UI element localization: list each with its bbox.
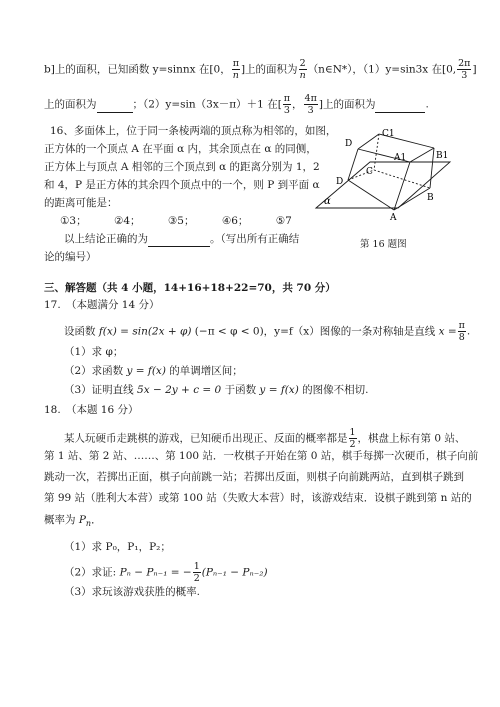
p17-q3-line: 5x − 2y + c = 0 — [137, 384, 222, 396]
p17-q3-a: （3）证明直线 — [64, 384, 134, 396]
p17-q2-func: y = f(x) — [126, 365, 166, 377]
p18-p5-p: P — [78, 514, 86, 526]
p15-l2-part-d: . — [425, 98, 429, 111]
p15-l1-part-c: （n∈N*），（1）y=sin3x 在[0, — [307, 63, 457, 76]
p18-p1-a: 某人玩硬币走跳棋的游戏，已知硬币出现正、反面的概率都是 — [64, 432, 348, 445]
option-1: ①3； — [60, 215, 87, 227]
p17-frac: $\frac{\pi}{8}$ — [458, 320, 465, 343]
p18-q2-frac: $\frac{1}{2}$ — [193, 561, 200, 584]
problem16-conclusion — [64, 232, 299, 247]
conclusion-text-a: 以上结论正确的为 — [64, 233, 148, 245]
problem18-header: 18. （本题 16 分） — [44, 404, 139, 416]
p18-p5-b: ． — [91, 514, 102, 526]
p15-l1-part-b: ]上的面积为 — [240, 63, 298, 76]
p17-setup-x: x = — [438, 325, 457, 338]
problem18-para1 — [64, 427, 465, 450]
p17-setup-end: . — [466, 325, 471, 338]
problem16-line3: 正方体上与顶点 A 相邻的三个顶点到 α 的距离分别为 1，2 — [44, 161, 320, 173]
problem17-setup — [64, 320, 470, 343]
option-3: ③5； — [167, 215, 195, 227]
p15-l1-part-d: ] — [472, 63, 477, 76]
p17-setup-cond: (−π < φ < 0) — [194, 325, 264, 338]
option-5: ⑤7 — [275, 215, 292, 227]
p17-setup-func: f(x) = sin(2x + φ) — [98, 325, 192, 338]
option-4: ④6； — [221, 215, 249, 227]
p15-l1-frac2: $\frac{2}{n}$ — [299, 58, 306, 81]
p15-l1-frac3: $\frac{2\pi}{3}$ — [458, 58, 471, 81]
p15-l1-part-a: b]上的面积，已知函数 y=sinnx 在[0， — [44, 63, 231, 76]
problem18-para5 — [44, 513, 102, 531]
problem17-header: 17. （本题满分 14 分） — [44, 299, 160, 311]
problem16-conclusion-2: 论的编号） — [44, 251, 97, 263]
p17-q3-func: y = f(x) — [259, 384, 299, 396]
p17-q2-b: 的单调增区间； — [169, 365, 243, 377]
p15-l2-comma: ， — [292, 98, 303, 111]
p18-q2-lhs: Pₙ − Pₙ₋₁ = − — [119, 566, 192, 579]
problem17-q1: （1）求 φ； — [64, 346, 124, 358]
option-2: ②4； — [113, 215, 141, 227]
problem16-line5: 的距离可能是： — [44, 197, 118, 209]
p15-l2-frac2: $\frac{4\pi}{3}$ — [304, 93, 317, 116]
answer-blank-15-1[interactable] — [97, 98, 133, 113]
label-alpha: α — [324, 196, 331, 207]
label-C1: C1 — [382, 129, 395, 139]
answer-blank-15-2[interactable] — [375, 98, 425, 113]
section-heading: 三、解答题（共 4 小题，14+16+18+22=70，共 70 分） — [44, 282, 336, 294]
problem18-q1: （1）求 P₀，P₁，P₂； — [64, 541, 171, 553]
p18-p5-sub: n — [85, 519, 92, 529]
problem16-line2: 正方体的一个顶点 A 在平面 α 内，其余顶点在 α 的同侧， — [44, 143, 317, 155]
label-D: D — [336, 177, 344, 187]
p15-l2-part-c: ]上的面积为 — [318, 98, 376, 111]
problem18-q2 — [64, 561, 268, 584]
p17-setup-a: 设函数 — [64, 325, 96, 338]
figure-caption: 第 16 题图 — [360, 239, 407, 250]
p17-q3-b: 于函数 — [224, 384, 257, 396]
problem16-line4: 和 4，P 是正方体的其余四个顶点中的一个，则 P 到平面 α — [44, 179, 320, 191]
p15-l2-frac1: $\frac{\pi}{3}$ — [283, 93, 291, 116]
p15-l1-frac1: $\frac{\pi}{n}$ — [232, 58, 239, 81]
p15-l2-part-b: ；（2）y=sin（3x－π）＋1 在[ — [132, 98, 282, 111]
problem18-para3: 跳动一次，若掷出正面，棋子向前跳一站；若掷出反面，则棋子向前跳两站，直到棋子跳到 — [44, 471, 464, 483]
p18-p5-a: 概率为 — [44, 514, 76, 526]
label-B: B — [427, 193, 434, 203]
problem17-q3 — [64, 383, 369, 397]
label-A1: A1 — [394, 153, 407, 163]
problem18-para2: 第 1 站、第 2 站、……、第 100 站．一枚棋子开始在第 0 站，棋手每掷一次硬币，棋子向前 — [44, 450, 479, 462]
p18-p1-b: ，棋盘上标有第 0 站、 — [357, 432, 466, 445]
label-C: C — [366, 167, 373, 177]
label-B1: B1 — [436, 151, 449, 161]
conclusion-text-b: 。（写出所有正确结 — [210, 233, 300, 245]
problem15-line1 — [44, 58, 477, 81]
cube-plane-figure — [312, 122, 452, 232]
problem18-q3: （3）求玩该游戏获胜的概率. — [64, 586, 201, 598]
p18-q2-rhs: (Pₙ₋₁ − Pₙ₋₂) — [201, 566, 268, 579]
problem16-line1: 16、多面体上，位于同一条棱两端的顶点称为相邻的，如图， — [50, 125, 337, 137]
label-D1: D — [345, 139, 353, 149]
answer-blank-16[interactable] — [148, 232, 210, 247]
p17-q3-c: 的图像不相切. — [302, 384, 369, 396]
p18-p1-frac: $\frac{1}{2}$ — [349, 427, 356, 450]
problem15-line2 — [44, 93, 429, 116]
problem17-q2 — [64, 364, 243, 378]
p15-l2-part-a: 上的面积为 — [44, 98, 97, 111]
problem16-options — [60, 214, 300, 228]
p18-q2-a: （2）求证: — [64, 566, 117, 579]
p17-q2-a: （2）求函数 — [64, 365, 124, 377]
label-A: A — [390, 213, 397, 223]
p17-setup-b: ，y=f（x）图像的一条对称轴是直线 — [263, 325, 436, 338]
problem18-para4: 第 99 站（胜利大本营）或第 100 站（失败大本营）时，该游戏结束．设棋子跳到第 n 站的 — [44, 492, 472, 504]
